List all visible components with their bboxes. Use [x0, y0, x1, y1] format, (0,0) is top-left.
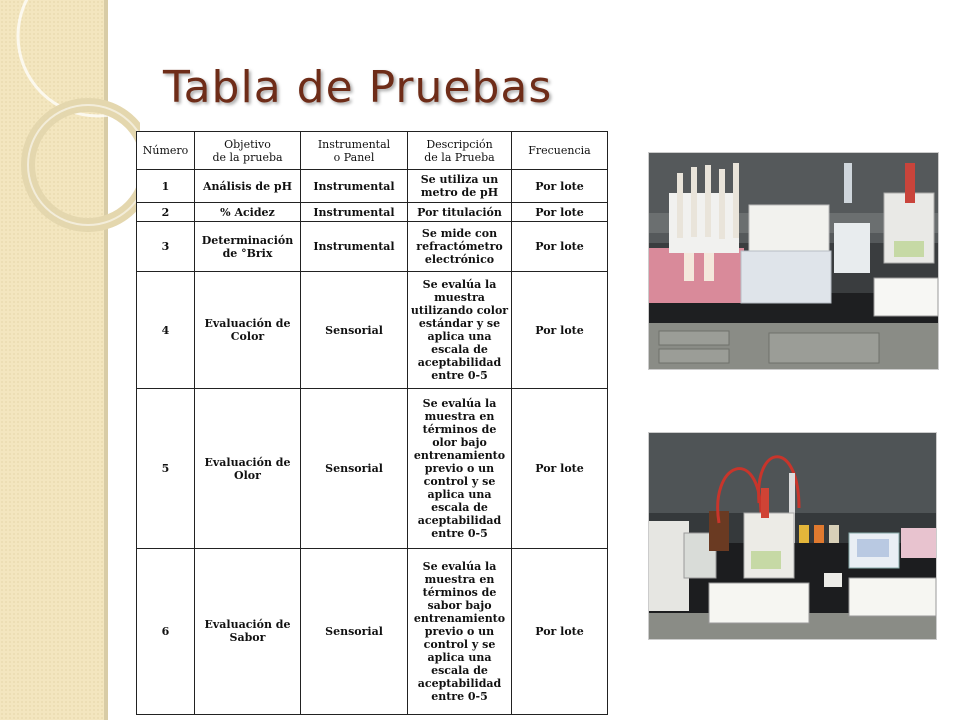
cell-numero: 1 — [137, 170, 195, 203]
cell-tipo: Sensorial — [301, 548, 408, 714]
cell-numero: 4 — [137, 272, 195, 389]
cell-descripcion: Se utiliza un metro de pH — [408, 170, 512, 203]
lab-photo-ph-meter — [648, 152, 939, 370]
cell-tipo: Instrumental — [301, 203, 408, 222]
cell-frecuencia: Por lote — [512, 203, 608, 222]
table-row — [137, 272, 608, 389]
header-descripcion: Descripción de la Prueba — [408, 132, 512, 170]
cell-tipo: Sensorial — [301, 272, 408, 389]
cell-frecuencia: Por lote — [512, 222, 608, 272]
cell-tipo: Sensorial — [301, 389, 408, 548]
table-row — [137, 548, 608, 714]
cell-numero: 2 — [137, 203, 195, 222]
cell-objetivo: Evaluación de Sabor — [195, 548, 301, 714]
header-numero: Número — [137, 132, 195, 170]
header-objetivo: Objetivo de la prueba — [195, 132, 301, 170]
cell-descripcion: Se evalúa la muestra utilizando color estándar y se aplica una escala de aceptabilidad entre 0-5 — [408, 272, 512, 389]
slide-title: Tabla de Pruebas — [163, 62, 553, 113]
cell-numero: 3 — [137, 222, 195, 272]
table-header-row — [137, 132, 608, 170]
tests-table-image — [136, 131, 607, 715]
table-row — [137, 389, 608, 548]
cell-frecuencia: Por lote — [512, 548, 608, 714]
header-frecuencia: Frecuencia — [512, 132, 608, 170]
cell-numero: 5 — [137, 389, 195, 548]
cell-objetivo: Evaluación de Olor — [195, 389, 301, 548]
cell-numero: 6 — [137, 548, 195, 714]
decorative-circles — [0, 0, 140, 240]
cell-descripcion: Se evalúa la muestra en términos de olor bajo entrenamiento previo o un control y se aplica una escala de aceptabilidad entre 0-5 — [408, 389, 512, 548]
tests-table — [136, 131, 608, 715]
cell-frecuencia: Por lote — [512, 389, 608, 548]
cell-descripcion: Se mide con refractómetro electrónico — [408, 222, 512, 272]
cell-objetivo: % Acidez — [195, 203, 301, 222]
cell-tipo: Instrumental — [301, 170, 408, 203]
cell-descripcion: Se evalúa la muestra en términos de sabor bajo entrenamiento previo o un control y se aplica una escala de aceptabilidad entre 0-5 — [408, 548, 512, 714]
table-row — [137, 203, 608, 222]
table-row — [137, 222, 608, 272]
cell-objetivo: Evaluación de Color — [195, 272, 301, 389]
cell-objetivo: Análisis de pH — [195, 170, 301, 203]
lab-photo-titration — [648, 432, 937, 640]
cell-objetivo: Determinación de °Brix — [195, 222, 301, 272]
cell-tipo: Instrumental — [301, 222, 408, 272]
cell-frecuencia: Por lote — [512, 170, 608, 203]
table-row — [137, 170, 608, 203]
cell-frecuencia: Por lote — [512, 272, 608, 389]
cell-descripcion: Por titulación — [408, 203, 512, 222]
header-instrumental: Instrumental o Panel — [301, 132, 408, 170]
